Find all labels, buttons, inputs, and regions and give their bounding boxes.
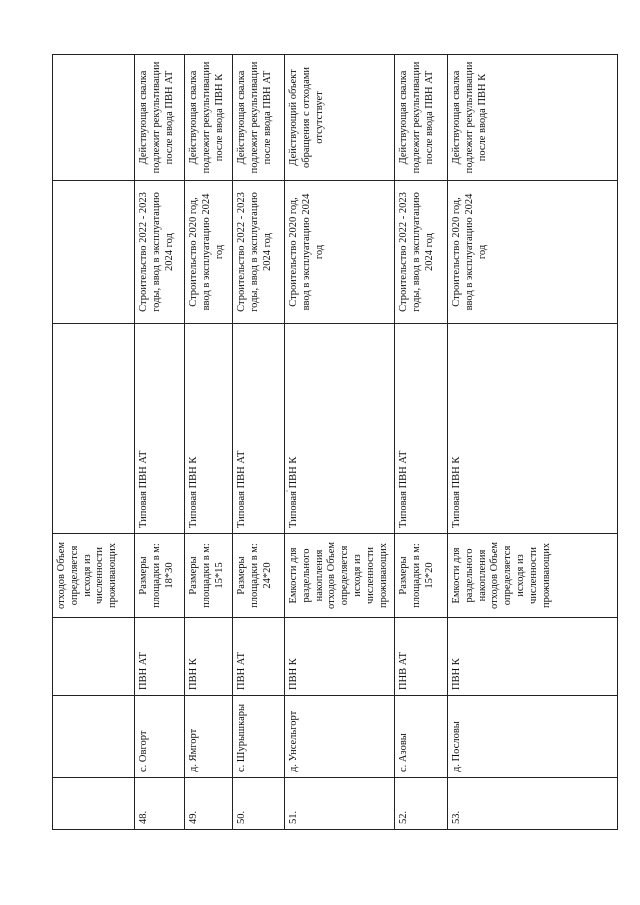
rotated-document-page (52, 55, 617, 830)
cell-model: Типовая ПВН АТ (135, 324, 185, 534)
cell-settlement: д. Пословы (448, 696, 618, 778)
scan-speck (286, 490, 288, 492)
cell-model: Типовая ПВН К (448, 324, 618, 534)
cell-size: Размеры площадки в м: 24*20 (233, 534, 285, 618)
table-row (185, 55, 233, 830)
cell-settlement: с. Овгорт (135, 696, 185, 778)
cell-note: Действующая свалка подлежит рекультивации после ввода ПВН К (448, 55, 618, 181)
table-row (285, 55, 395, 830)
cell-note: Действующая свалка подлежит рекультивации после ввода ПВН К (185, 55, 233, 181)
cell-settlement: с. Азовы (395, 696, 448, 778)
waste-facilities-table (52, 54, 618, 830)
cell-model: Типовая ПВН К (185, 324, 233, 534)
cell-settlement: д. Ямгорт (185, 696, 233, 778)
cell-settlement (53, 696, 135, 778)
cell-build (53, 181, 135, 324)
cell-model: Типовая ПВН АТ (395, 324, 448, 534)
cell-type: ПВН К (448, 618, 618, 696)
cell-build: Строительство 2020 год, ввод в эксплуатацию 2024 год (285, 181, 395, 324)
cell-note (53, 55, 135, 181)
cell-build: Строительство 2022 - 2023 годы, ввод в эксплуатацию 2024 год (135, 181, 185, 324)
cell-num: 49. (185, 778, 233, 830)
table-row (135, 55, 185, 830)
cell-build: Строительство 2022 - 2023 годы, ввод в эксплуатацию 2024 год (395, 181, 448, 324)
cell-note: Действующая свалка подлежит рекультивации после ввода ПВН АТ (233, 55, 285, 181)
cell-build: Строительство 2020 год, ввод в эксплуатацию 2024 год (448, 181, 618, 324)
cell-model: Типовая ПВН АТ (233, 324, 285, 534)
cell-type: ПВН АТ (135, 618, 185, 696)
cell-size: Размеры площадки в м: 18*30 (135, 534, 185, 618)
cell-size: Размеры площадки в м: 15*20 (395, 534, 448, 618)
cell-build: Строительство 2020 год, ввод в эксплуатацию 2024 год (185, 181, 233, 324)
table-row (395, 55, 448, 830)
cell-type: ПНВ АТ (395, 618, 448, 696)
table-row-continuation (53, 55, 135, 830)
cell-settlement: д. Унсельгорт (285, 696, 395, 778)
cell-model: Типовая ПВН К (285, 324, 395, 534)
cell-size: Емкости для раздельного накопления отходов Объем определяется исходя из численности проживающих (285, 534, 395, 618)
cell-num: 53. (448, 778, 618, 830)
cell-note: Действующая свалка подлежит рекультивации после ввода ПВН АТ (135, 55, 185, 181)
cell-size: Емкости для раздельного накопления отходов Объем определяется исходя из численности проживающих (448, 534, 618, 618)
cell-num: 48. (135, 778, 185, 830)
cell-settlement: с. Шурышкары (233, 696, 285, 778)
cell-build: Строительство 2022 - 2023 годы, ввод в эксплуатацию 2024 год (233, 181, 285, 324)
cell-size: отходов Объем определяется исходя из численности проживающих (53, 534, 135, 618)
cell-type (53, 618, 135, 696)
cell-type: ПВН К (185, 618, 233, 696)
cell-size: Размеры площадки в м: 15*15 (185, 534, 233, 618)
cell-type: ПВН АТ (233, 618, 285, 696)
cell-num: 52. (395, 778, 448, 830)
table-row (448, 55, 618, 830)
cell-num: 50. (233, 778, 285, 830)
cell-note: Действующий объект обращения с отходами отсутствует (285, 55, 395, 181)
cell-num: 51. (285, 778, 395, 830)
table-row (233, 55, 285, 830)
cell-note: Действующая свалка подлежит рекультивации после ввода ПВН АТ (395, 55, 448, 181)
cell-type: ПВН К (285, 618, 395, 696)
cell-num (53, 778, 135, 830)
cell-model (53, 324, 135, 534)
